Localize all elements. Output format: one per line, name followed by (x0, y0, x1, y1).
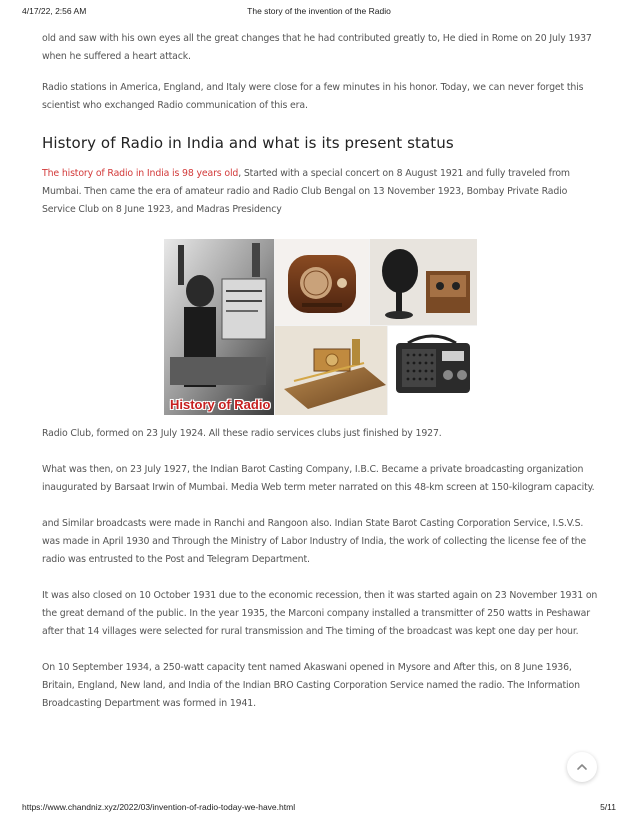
article-paragraph: What was then, on 23 July 1927, the Indian Barot Casting Company, I.B.C. Became a private broadcasting organization inaugurated by Barsaat Irwin of Mumbai. Media Web term meter narrated on this 48-km screen at 150-kilogram capacity. (42, 464, 595, 493)
article-paragraph: old and saw with his own eyes all the great changes that he had contributed greatly to, He died in Rome on 20 July 1937 when he suffered a heart attack. (42, 33, 592, 62)
article-paragraph: Radio Club, formed on 23 July 1924. All these radio services clubs just finished by 1927. (42, 428, 442, 439)
section-heading: History of Radio in India and what is its present status (42, 134, 454, 152)
article-paragraph: On 10 September 1934, a 250-watt capacity tent named Akaswani opened in Mysore and After this, on 8 June 1936, Britain, England, New land, and India of the Indian BRO Casting Corporation Service named the radio. The Information Broadcasting Department was formed in 1941. (42, 662, 580, 709)
print-datetime: 4/17/22, 2:56 AM (22, 6, 87, 16)
article-paragraph: and Similar broadcasts were made in Ranchi and Rangoon also. Indian State Barot Casting Corporation Service, I.S.V.S. was made in April 1930 and Through the Ministry of Labor Industry of India, the work of collecting the license fee of the radio was entrusted to the Post and Telegram Department. (42, 518, 587, 565)
page-number: 5/11 (600, 802, 616, 812)
print-page-title: The story of the invention of the Radio (247, 6, 391, 16)
scroll-to-top-button[interactable] (567, 752, 597, 782)
radio-collage-illustration (164, 239, 477, 415)
article-paragraph: Radio stations in America, England, and Italy were close for a few minutes in his honor. Today, we can never forget this scientist who exchanged Radio communication of this era. (42, 82, 584, 111)
history-of-radio-image (164, 239, 477, 415)
chevron-up-icon (576, 761, 588, 773)
figure-caption: History of Radio (170, 397, 271, 412)
article-paragraph (42, 165, 598, 219)
history-link[interactable]: The history of Radio in India is 98 years old (42, 168, 239, 179)
paragraph-text: , Started with a special concert on 8 August 1921 and fully traveled from Mumbai. Then came the era of amateur radio and Radio Club Bengal on 13 November 1923, Bombay Private Radio Service Club on 8 June 1923, and Madras Presidency (42, 168, 570, 215)
article-paragraph: It was also closed on 10 October 1931 due to the economic recession, then it was started again on 23 November 1931 on the great demand of the public. In the year 1935, the Marconi company installed a transmitter of 250 watts in Peshawar after that 14 villages were selected for rural transmission and The timing of the broadcast was kept one day per hour. (42, 590, 598, 637)
page-url: https://www.chandniz.xyz/2022/03/invention-of-radio-today-we-have.html (22, 802, 296, 812)
print-header (22, 6, 616, 20)
print-footer (22, 802, 616, 814)
article-content (42, 30, 598, 731)
